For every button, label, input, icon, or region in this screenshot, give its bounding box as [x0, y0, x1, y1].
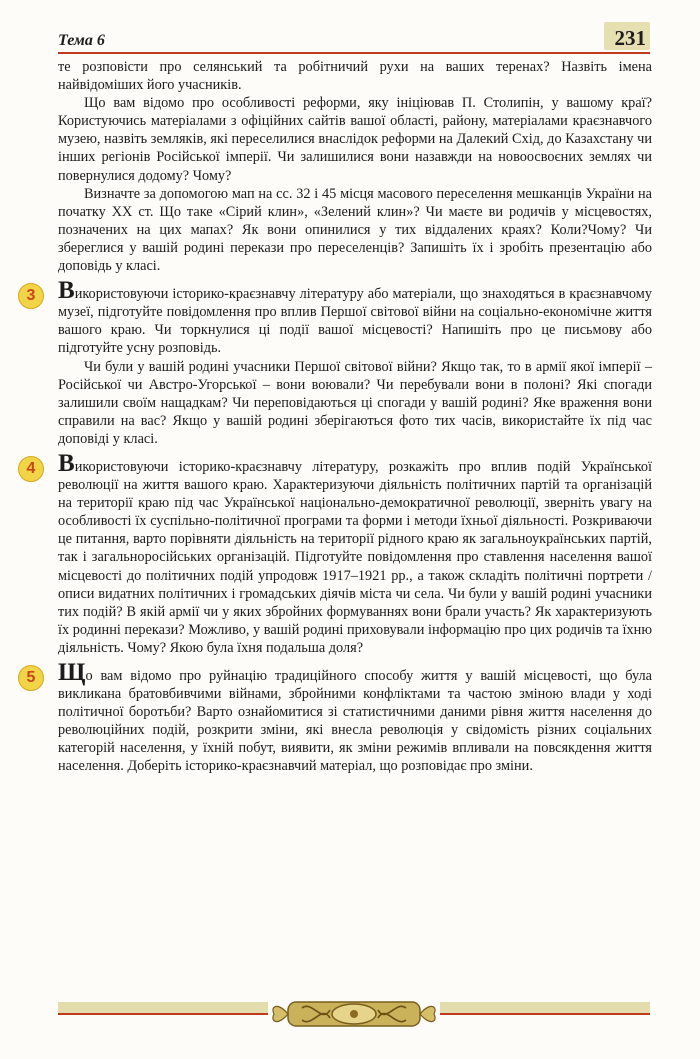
task-number-badge: 4 [18, 456, 44, 482]
drop-cap: Щ [58, 659, 86, 686]
task-text: икористовуючи історико-краєзнавчу літературу, розкажіть про вплив подій Української революції на життя вашого краю. Характеризуючи діяльність політичних партій та організацій на території краю під час Української національно-демократичної революції, зверніть увагу на особливості їх суспільно-політичної програми та форми і методи їхньої діяльності. Розкриваючи це питання, варто порівняти діяльність на території рідного краю як загальноукраїнських партій, так і загальноросійських організацій. Підготуйте повідомлення про ставлення населення вашої місцевості до політичних подій упродовж 1917–1921 рр., а також складіть політичні портрети / описи видатних політичних і громадських діячів міста чи села. Чи були у вашій родині учасники тих подій? В якій армії чи у яких збройних формуваннях вони брали участь? Як характеризують їх родинні перекази? Можливо, у вашій родині приховували інформацію про цих родичів та їхню діяльність. Чому? Якою була їхня подальша доля? [58, 458, 652, 656]
drop-cap: В [58, 449, 75, 477]
task-text: о вам відомо про руйнацію традиційного способу життя у вашій місцевості, що була викликана братовбивчими війнами, збройними конфліктами та частою зміною влади у ході політичної боротьби? Варто ознайомитися зі статистичними даними рівня життя населення до революційних подій, розкрити зміни, які внесла революція у свідомість різних соціальних категорій населення, у їхній побут, виявити, як зміни режимів впливали на повсякдення життя населення. Доберіть історико-краєзнавчий матеріал, що розповідає про зміни. [58, 668, 652, 775]
page-body [26, 58, 652, 776]
task-4 [26, 449, 652, 657]
ornament-icon [268, 996, 440, 1032]
task-text: икористовуючи історико-краєзнавчу літературу або матеріали, що знаходяться в краєзнавчому музеї, підготуйте повідомлення про вплив Першої світової війни на соціально-економічне життя вашого краю. Чи торкнулися ці події вашої місцевості? Напишіть про це письмову або підготуйте усну розповідь. [58, 286, 652, 357]
intro-paragraph-1: те розповісти про селянський та робітничий рухи на ваших теренах? Назвіть імена найвідоміших його учасників. [58, 59, 652, 94]
intro-paragraph-2: Що вам відомо про особливості реформи, яку ініціював П. Столипін, у вашому краї? Користуючись матеріалами з офіційних сайтів вашої області, району, матеріалами краєзнавчого музею, назвіть земляків, які переселилися внаслідок реформи на Далекий Схід, до Казахстану чи інших регіонів Російської імперії. Чи залишилися вони назавжди на новоосвоєних землях чи повернулися додому? Чому? [58, 95, 652, 184]
task-number-badge: 3 [18, 283, 44, 309]
footer-rule-right [440, 1013, 650, 1015]
task-paragraph-2: Чи були у вашій родині учасники Першої світової війни? Якщо так, то в армії якої імперії – Російської чи Австро-Угорської – вони воювали? Чи перебували вони в полоні? Які спогади залишили своїм нащадкам? Чи переповідаються ці спогади у вашій родині? Яке враження вони справили на вас? Якщо у вашій родині зберігаються фото тих часів, використайте їх під час доповіді у класі. [58, 358, 652, 447]
task-paragraph [58, 659, 652, 776]
drop-cap: В [58, 277, 75, 305]
task-paragraph [58, 277, 652, 357]
page-footer [58, 996, 650, 1032]
task-number-badge: 5 [18, 665, 44, 691]
header-divider [58, 52, 650, 54]
topic-title: Тема 6 [58, 32, 105, 49]
page-header [58, 22, 650, 52]
task-3 [26, 277, 652, 448]
page-number: 231 [614, 26, 646, 50]
task-5 [26, 659, 652, 776]
footer-rule-left [58, 1013, 268, 1015]
task-paragraph [58, 449, 652, 657]
intro-paragraph-3: Визначте за допомогою мап на сс. 32 і 45 місця масового переселення мешканців України на початку ХХ ст. Що таке «Сірий клин», «Зелений клин»? Чи маєте ви родичів у місцевостях, позначених на цих мапах? Як вони опинилися у тих віддалених краях? Коли?Чому? Чи збереглися у вашій родині перекази про переселенців? Запишіть їх і зробіть презентацію або доповідь у класі. [58, 185, 652, 275]
